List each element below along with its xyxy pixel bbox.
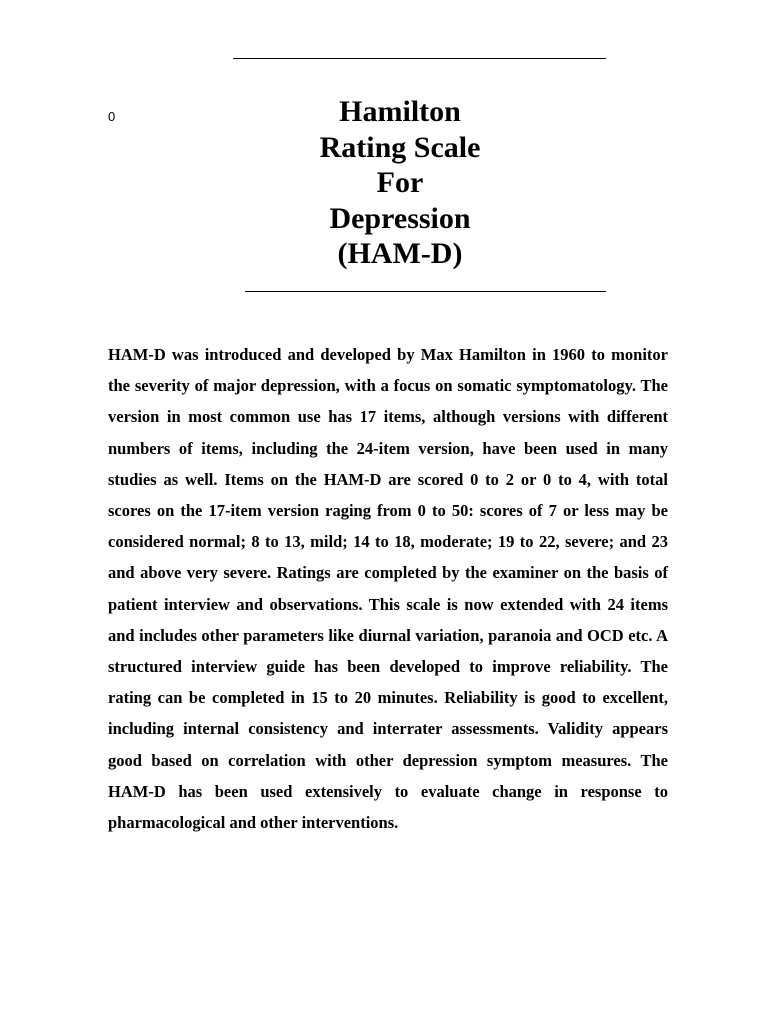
title-line: Depression [329,201,471,235]
title-bottom-rule [245,291,606,292]
page-number: 0 [108,109,116,124]
title-line: Rating Scale [319,130,481,164]
body-paragraph: HAM-D was introduced and developed by Max Hamilton in 1960 to monitor the severity of major depression, with a focus on somatic symptomatology. The version in most common use has 17 items, although versions with different numbers of items, including the 24-item version, have been used in many studies as well. Items on the HAM-D are scored 0 to 2 or 0 to 4, with total scores on the 17-item version raging from 0 to 50: scores of 7 or less may be considered normal; 8 to 13, mild; 14 to 18, moderate; 19 to 22, severe; and 23 and above very severe. Ratings are completed by the examiner on the basis of patient interview and observations. This scale is now extended with 24 items and includes other parameters like diurnal variation, paranoia and OCD etc. A structured interview guide has been developed to improve reliability. The rating can be completed in 15 to 20 minutes. Reliability is good to excellent, including internal consistency and interrater assessments. Validity appears good based on correlation with other depression symptom measures. The HAM-D has been used extensively to evaluate change in response to pharmacological and other interventions. [108,345,668,833]
title-line: For [376,166,424,199]
title-line: (HAM-D) [337,237,463,270]
title-top-rule [233,58,606,59]
title-line: Hamilton [339,95,461,128]
document-title [200,94,600,272]
